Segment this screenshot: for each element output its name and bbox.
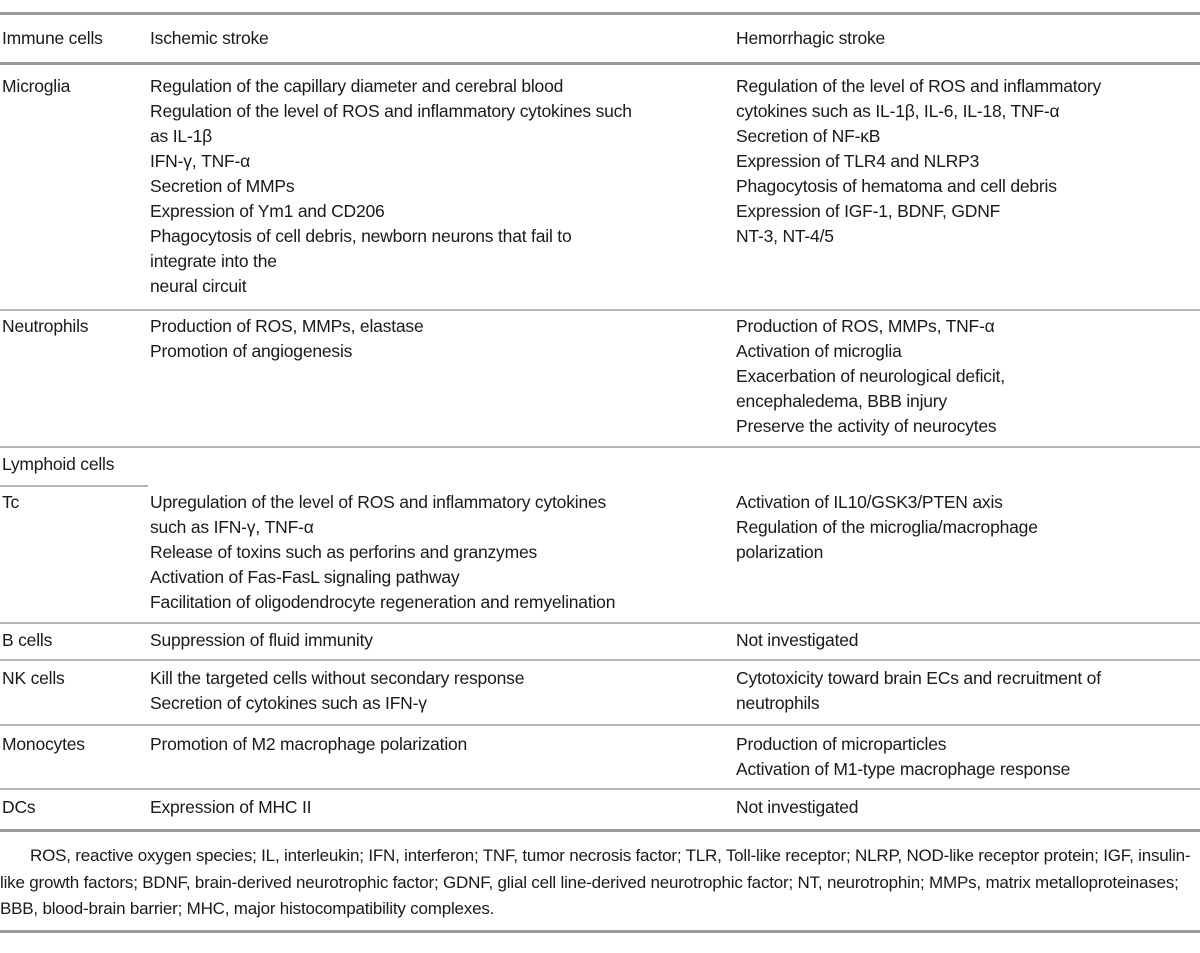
list-item: Expression of MHC II bbox=[150, 797, 312, 817]
microglia-ischemic bbox=[150, 74, 632, 299]
row-divider bbox=[0, 622, 1200, 624]
list-item: Regulation of the microglia/macrophage bbox=[736, 517, 1038, 537]
row-cell-dcs: DCs bbox=[2, 797, 36, 817]
list-item: Secretion of cytokines such as IFN-γ bbox=[150, 693, 427, 713]
list-item: Regulation of the level of ROS and inflammatory bbox=[736, 76, 1102, 96]
row-cell-lymphoid-cells: Lymphoid cells bbox=[2, 454, 115, 474]
list-item: as IL-1β bbox=[150, 126, 212, 146]
row-divider bbox=[0, 788, 1200, 790]
list-item: Cytotoxicity toward brain ECs and recruitment of bbox=[736, 668, 1101, 688]
list-item: Expression of Ym1 and CD206 bbox=[150, 201, 385, 221]
list-item: Production of ROS, MMPs, elastase bbox=[150, 316, 424, 336]
list-item: encephaledema, BBB injury bbox=[736, 391, 947, 411]
list-item: neural circuit bbox=[150, 276, 247, 296]
list-item: Secretion of NF-κB bbox=[736, 126, 881, 146]
b-cells-ischemic bbox=[150, 628, 373, 653]
row-cell-neutrophils: Neutrophils bbox=[2, 316, 89, 336]
list-item: Expression of TLR4 and NLRP3 bbox=[736, 151, 980, 171]
neutrophils-hemorrhagic bbox=[736, 314, 1005, 439]
list-item: Not investigated bbox=[736, 630, 859, 650]
row-divider bbox=[0, 309, 1200, 311]
microglia-hemorrhagic bbox=[736, 74, 1101, 249]
list-item: Regulation of the level of ROS and inflammatory cytokines such bbox=[150, 101, 632, 121]
list-item: Regulation of the capillary diameter and cerebral blood bbox=[150, 76, 564, 96]
header-immune-cells: Immune cells bbox=[2, 28, 103, 48]
row-divider bbox=[0, 485, 148, 487]
list-item: Kill the targeted cells without secondary response bbox=[150, 668, 525, 688]
dcs-hemorrhagic bbox=[736, 795, 858, 820]
list-item: Not investigated bbox=[736, 797, 859, 817]
list-item: Promotion of M2 macrophage polarization bbox=[150, 734, 468, 754]
neutrophils-ischemic bbox=[150, 314, 424, 364]
list-item: Exacerbation of neurological deficit, bbox=[736, 366, 1005, 386]
b-cells-hemorrhagic bbox=[736, 628, 858, 653]
header-rule bbox=[0, 62, 1200, 65]
row-cell-microglia: Microglia bbox=[2, 76, 71, 96]
row-divider bbox=[0, 659, 1200, 661]
list-item: Activation of microglia bbox=[736, 341, 902, 361]
row-cell-tc: Tc bbox=[2, 492, 20, 512]
monocytes-ischemic bbox=[150, 732, 467, 757]
row-divider bbox=[0, 724, 1200, 726]
list-item: Phagocytosis of cell debris, newborn neurons that fail to bbox=[150, 226, 572, 246]
tc-hemorrhagic bbox=[736, 490, 1038, 565]
table-bottom-rule bbox=[0, 829, 1200, 832]
header-hemorrhagic-stroke: Hemorrhagic stroke bbox=[736, 28, 886, 48]
list-item: polarization bbox=[736, 542, 824, 562]
nk-cells-ischemic bbox=[150, 666, 524, 716]
list-item: cytokines such as IL-1β, IL-6, IL-18, TNF-α bbox=[736, 101, 1060, 121]
list-item: Activation of M1-type macrophage response bbox=[736, 759, 1071, 779]
list-item: Release of toxins such as perforins and granzymes bbox=[150, 542, 538, 562]
monocytes-hemorrhagic bbox=[736, 732, 1070, 782]
table-footnote bbox=[0, 843, 1200, 923]
list-item: Promotion of angiogenesis bbox=[150, 341, 353, 361]
list-item: integrate into the bbox=[150, 251, 277, 271]
footnote-bottom-rule bbox=[0, 930, 1200, 933]
row-cell-b-cells: B cells bbox=[2, 630, 53, 650]
list-item: Phagocytosis of hematoma and cell debris bbox=[736, 176, 1057, 196]
footnote-text: ROS, reactive oxygen species; IL, interleukin; IFN, interferon; TNF, tumor necrosis factor; TLR, Toll-like receptor; NLRP, NOD-like receptor protein; IGF, insulin-like growth factors; BDNF, brain-derived neurotrophic factor; GDNF, glial cell line-derived neurotrophic factor; NT, neurotrophin; MMPs, matrix metalloproteinases; BBB, blood-brain barrier; MHC, major histocompatibility complexes. bbox=[0, 846, 1191, 918]
tc-ischemic bbox=[150, 490, 615, 615]
list-item: Secretion of MMPs bbox=[150, 176, 295, 196]
list-item: Preserve the activity of neurocytes bbox=[736, 416, 997, 436]
list-item: such as IFN-γ, TNF-α bbox=[150, 517, 314, 537]
list-item: Activation of Fas-FasL signaling pathway bbox=[150, 567, 460, 587]
row-cell-nk-cells: NK cells bbox=[2, 668, 65, 688]
row-divider bbox=[0, 446, 1200, 448]
table-top-rule bbox=[0, 12, 1200, 15]
list-item: NT-3, NT-4/5 bbox=[736, 226, 834, 246]
list-item: Production of microparticles bbox=[736, 734, 947, 754]
list-item: Expression of IGF-1, BDNF, GDNF bbox=[736, 201, 1001, 221]
list-item: Production of ROS, MMPs, TNF-α bbox=[736, 316, 995, 336]
header-ischemic-stroke: Ischemic stroke bbox=[150, 28, 269, 48]
list-item: Upregulation of the level of ROS and inflammatory cytokines bbox=[150, 492, 607, 512]
list-item: Facilitation of oligodendrocyte regeneration and remyelination bbox=[150, 592, 616, 612]
list-item: neutrophils bbox=[736, 693, 820, 713]
list-item: Activation of IL10/GSK3/PTEN axis bbox=[736, 492, 1003, 512]
list-item: IFN-γ, TNF-α bbox=[150, 151, 251, 171]
row-cell-monocytes: Monocytes bbox=[2, 734, 85, 754]
dcs-ischemic bbox=[150, 795, 311, 820]
nk-cells-hemorrhagic bbox=[736, 666, 1101, 716]
list-item: Suppression of fluid immunity bbox=[150, 630, 373, 650]
